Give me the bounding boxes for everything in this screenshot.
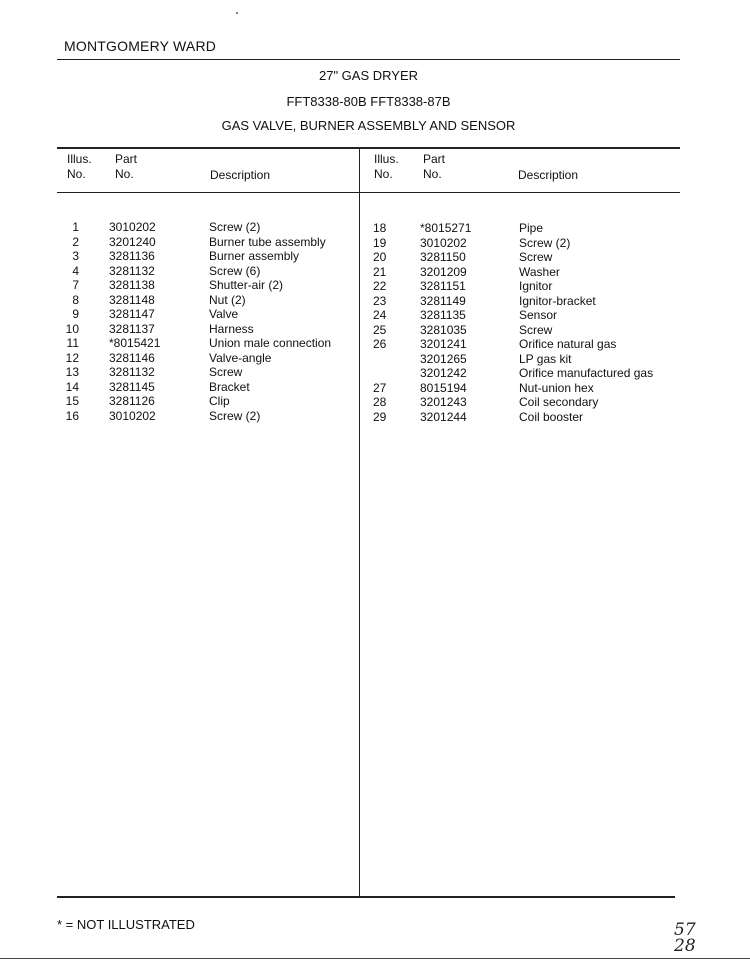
part-number: 3281132 bbox=[109, 263, 155, 278]
top-rule bbox=[57, 59, 680, 60]
col-header-description-right: Description bbox=[518, 168, 579, 182]
table-row bbox=[57, 249, 357, 264]
part-number: 3281146 bbox=[109, 350, 155, 365]
part-number: 3281135 bbox=[420, 308, 466, 322]
part-description: Ignitor-bracket bbox=[519, 293, 596, 308]
table-row bbox=[57, 235, 357, 250]
part-description: Shutter-air (2) bbox=[209, 278, 284, 292]
table-row bbox=[363, 366, 673, 381]
part-description: Sensor bbox=[519, 308, 558, 322]
illus-number: 19 bbox=[373, 235, 387, 250]
table-row bbox=[363, 236, 673, 251]
part-description: Coil booster bbox=[519, 409, 584, 424]
table-row bbox=[363, 395, 673, 410]
illus-number: 22 bbox=[373, 279, 387, 293]
col-header-illus-right bbox=[374, 152, 399, 182]
illus-number: 25 bbox=[373, 322, 387, 337]
col-header-illus-line1: Illus. bbox=[374, 152, 399, 166]
illus-number: 11 bbox=[66, 336, 79, 350]
part-number: 3281035 bbox=[420, 322, 467, 337]
illus-number: 3 bbox=[72, 249, 79, 263]
illus-number: 20 bbox=[373, 250, 387, 264]
table-row bbox=[363, 221, 673, 236]
illus-number: 13 bbox=[65, 365, 79, 379]
part-number: 3201243 bbox=[420, 395, 467, 409]
handwritten-line-1: 57 bbox=[674, 920, 696, 940]
part-number: 3201242 bbox=[420, 366, 467, 380]
col-header-part-line2: No. bbox=[115, 167, 134, 181]
table-row bbox=[57, 322, 357, 337]
table-row bbox=[57, 394, 357, 409]
part-number: 3281147 bbox=[109, 307, 155, 321]
illus-number: 9 bbox=[72, 307, 79, 321]
col-header-part-line2: No. bbox=[423, 167, 442, 181]
illus-number: 12 bbox=[65, 350, 79, 365]
part-number: 3281149 bbox=[420, 293, 466, 308]
table-row bbox=[363, 410, 673, 425]
part-description: Burner assembly bbox=[209, 249, 300, 263]
part-number: 3281136 bbox=[109, 249, 155, 263]
part-number: 3281137 bbox=[109, 321, 155, 336]
column-divider bbox=[359, 147, 360, 898]
footnote: * = NOT ILLUSTRATED bbox=[57, 917, 195, 932]
table-row bbox=[57, 220, 357, 235]
part-description: Bracket bbox=[209, 379, 250, 394]
table-row bbox=[363, 265, 673, 280]
table-row bbox=[57, 380, 357, 395]
part-number: 3281148 bbox=[109, 292, 155, 307]
part-description: Screw bbox=[519, 250, 553, 264]
parts-list-left bbox=[57, 220, 357, 423]
page-title: 27" GAS DRYER bbox=[318, 68, 419, 83]
speck bbox=[236, 12, 238, 14]
part-description: Screw (2) bbox=[209, 220, 261, 234]
part-number: 3010202 bbox=[109, 220, 156, 234]
part-description: Valve-angle bbox=[209, 350, 272, 365]
handwritten-line-2: 28 bbox=[674, 936, 696, 956]
part-description: Washer bbox=[519, 264, 560, 279]
part-number: *8015421 bbox=[109, 336, 161, 350]
part-number: 3281151 bbox=[420, 279, 466, 293]
part-number: 3201265 bbox=[420, 351, 467, 366]
part-number: 3281126 bbox=[109, 394, 155, 408]
illus-number: 16 bbox=[65, 408, 79, 423]
col-header-description-left: Description bbox=[210, 168, 271, 182]
part-description: Screw (2) bbox=[209, 408, 261, 423]
col-header-illus-line1: Illus. bbox=[67, 152, 92, 166]
table-row bbox=[57, 365, 357, 380]
part-number: 3010202 bbox=[109, 408, 156, 423]
illus-number: 2 bbox=[72, 234, 79, 249]
col-header-part-right bbox=[423, 152, 445, 182]
table-row bbox=[363, 294, 673, 309]
part-description: Nut (2) bbox=[209, 292, 246, 307]
part-description: Burner tube assembly bbox=[209, 234, 326, 249]
part-description: Screw bbox=[519, 322, 553, 337]
part-number: 3010202 bbox=[420, 235, 467, 250]
part-description: Valve bbox=[209, 307, 239, 321]
table-row bbox=[363, 381, 673, 396]
illus-number: 7 bbox=[72, 278, 79, 292]
table-row bbox=[363, 352, 673, 367]
part-number: 3201209 bbox=[420, 264, 467, 279]
part-description: Screw (2) bbox=[519, 235, 571, 250]
illus-number: 15 bbox=[65, 394, 79, 408]
illus-number: 21 bbox=[373, 264, 387, 279]
table-row bbox=[57, 278, 357, 293]
illus-number: 23 bbox=[373, 293, 387, 308]
part-number: 8015194 bbox=[420, 380, 467, 395]
part-description: Ignitor bbox=[519, 279, 553, 293]
illus-number: 24 bbox=[373, 308, 387, 322]
part-number: 3201240 bbox=[109, 234, 156, 249]
model-numbers: FFT8338-80B FFT8338-87B bbox=[286, 94, 451, 109]
col-header-part-left bbox=[115, 152, 137, 182]
parts-list-right bbox=[363, 221, 673, 424]
table-row bbox=[363, 250, 673, 265]
table-row bbox=[57, 351, 357, 366]
illus-number: 14 bbox=[65, 379, 79, 394]
section-title: GAS VALVE, BURNER ASSEMBLY AND SENSOR bbox=[221, 118, 516, 133]
part-description: Coil secondary bbox=[519, 395, 599, 409]
page-edge-rule bbox=[0, 958, 750, 959]
table-row bbox=[363, 308, 673, 323]
part-description: Harness bbox=[209, 321, 254, 336]
handwritten-page-number bbox=[674, 922, 696, 954]
part-number: 3281150 bbox=[420, 250, 466, 264]
illus-number: 10 bbox=[65, 321, 79, 336]
table-row bbox=[57, 293, 357, 308]
part-description: Union male connection bbox=[209, 336, 332, 350]
col-header-illus-line2: No. bbox=[67, 167, 86, 181]
part-description: Orifice natural gas bbox=[519, 337, 617, 351]
illus-number: 26 bbox=[373, 337, 387, 351]
table-row bbox=[57, 409, 357, 424]
col-header-illus-left bbox=[67, 152, 92, 182]
illus-number: 1 bbox=[72, 220, 79, 234]
col-header-illus-line2: No. bbox=[374, 167, 393, 181]
table-row bbox=[57, 264, 357, 279]
part-number: 3281138 bbox=[109, 278, 155, 292]
part-description: Screw bbox=[209, 365, 243, 379]
table-row bbox=[363, 279, 673, 294]
illus-number: 27 bbox=[373, 380, 387, 395]
table-row bbox=[57, 336, 357, 351]
illus-number: 29 bbox=[373, 409, 387, 424]
brand-name: MONTGOMERY WARD bbox=[64, 38, 217, 54]
part-number: 3201241 bbox=[420, 337, 467, 351]
table-header-bottom-rule bbox=[57, 192, 680, 193]
illus-number: 4 bbox=[72, 263, 79, 278]
part-description: Nut-union hex bbox=[519, 380, 594, 395]
part-description: Pipe bbox=[519, 221, 544, 235]
illus-number: 18 bbox=[373, 221, 387, 235]
table-row bbox=[363, 323, 673, 338]
part-number: 3281132 bbox=[109, 365, 155, 379]
part-number: *8015271 bbox=[420, 221, 472, 235]
col-header-part-line1: Part bbox=[423, 152, 446, 166]
illus-number: 28 bbox=[373, 395, 387, 409]
illus-number: 8 bbox=[72, 292, 79, 307]
part-description: Screw (6) bbox=[209, 263, 261, 278]
table-header-rule bbox=[57, 147, 680, 149]
part-description: LP gas kit bbox=[519, 351, 572, 366]
part-description: Orifice manufactured gas bbox=[519, 366, 654, 380]
col-header-part-line1: Part bbox=[115, 152, 138, 166]
table-row bbox=[363, 337, 673, 352]
part-number: 3281145 bbox=[109, 379, 155, 394]
table-row bbox=[57, 307, 357, 322]
part-description: Clip bbox=[209, 394, 230, 408]
part-number: 3201244 bbox=[420, 409, 467, 424]
table-bottom-rule bbox=[57, 896, 675, 898]
